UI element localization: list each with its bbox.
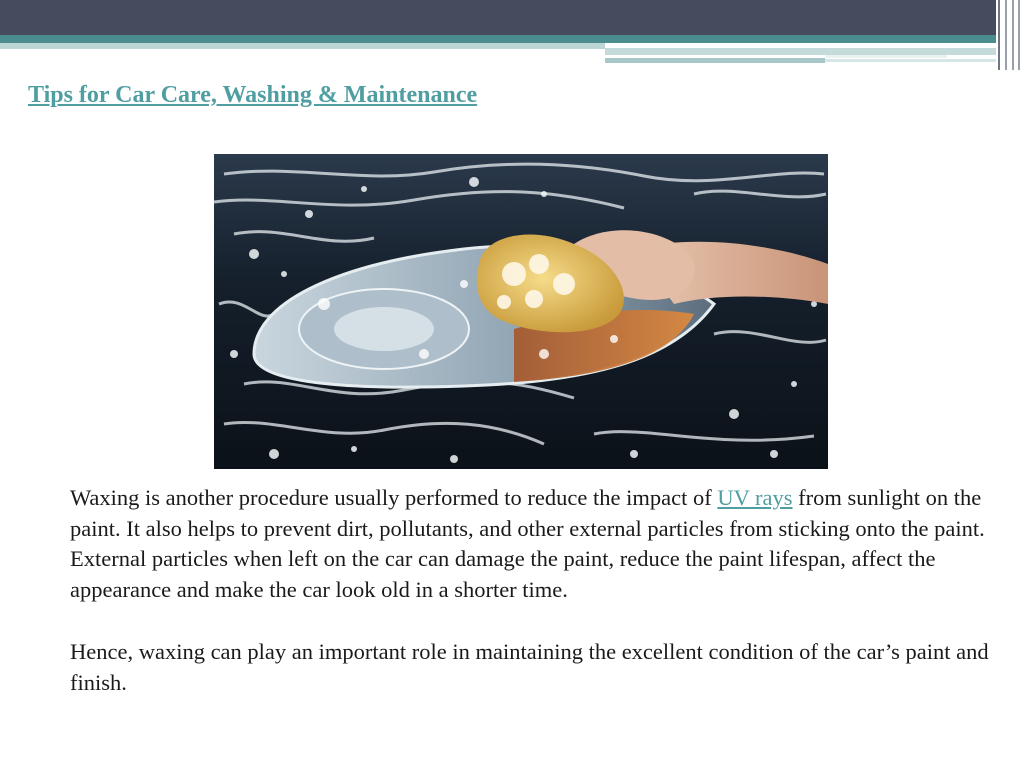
slide-title[interactable]: Tips for Car Care, Washing & Maintenance — [28, 82, 478, 108]
header-vertical-lines — [996, 0, 1024, 70]
car-headlight-illustration — [214, 154, 828, 469]
paragraph-conclusion: Hence, waxing can play an important role in maintaining the excellent condition of the car’s paint and finish. — [70, 639, 989, 695]
paragraph-gap — [70, 605, 990, 637]
paragraph-waxing — [70, 483, 990, 605]
uv-rays-link[interactable]: UV rays — [717, 485, 793, 510]
divider-line — [998, 0, 1000, 70]
paragraph-text: Waxing is another procedure usually performed to reduce the impact of — [70, 485, 718, 510]
header-strip — [825, 59, 1000, 62]
header-strip — [825, 55, 947, 58]
header-light-bar — [0, 43, 605, 49]
header-strip — [605, 58, 825, 63]
header-teal-bar — [0, 35, 1000, 43]
divider-line — [1005, 0, 1007, 70]
body-text — [70, 483, 990, 698]
paragraph-text: from sunlight on the paint. It also helps to prevent dirt, pollutants, and other external particles from sticking onto the paint. External particles when left on the car can damage the paint, reduce the paint lifespan, affect the appearance and make the car look old in a shorter time. — [70, 485, 985, 602]
divider-line — [1018, 0, 1020, 70]
header-dark-bar — [0, 0, 1024, 35]
divider-line — [1012, 0, 1014, 70]
car-wash-photo — [214, 154, 828, 469]
header-strip — [605, 48, 1000, 55]
